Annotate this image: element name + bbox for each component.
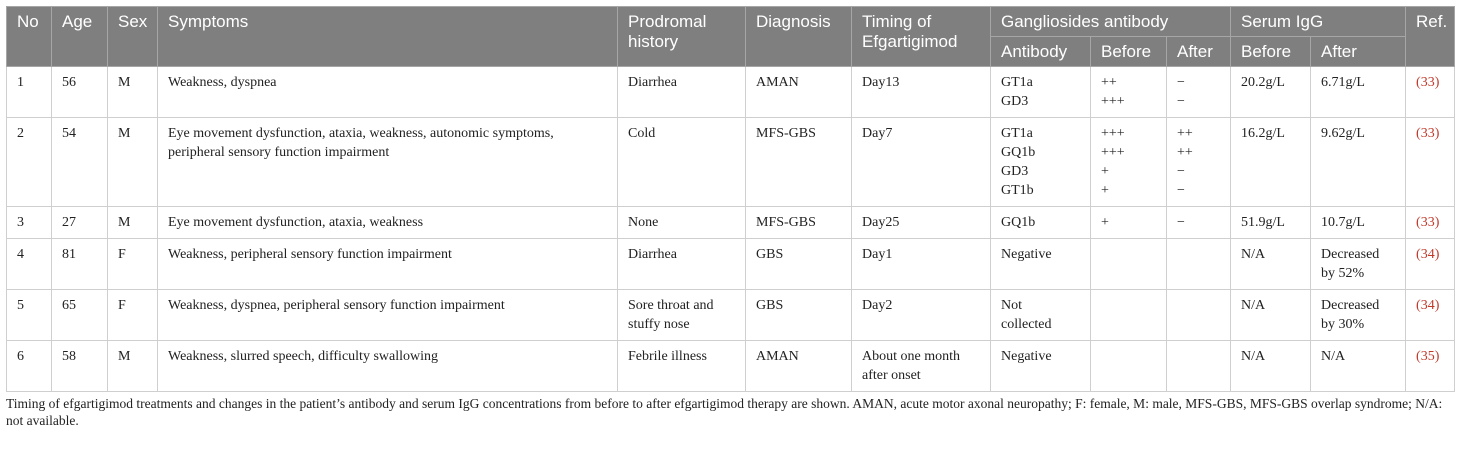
reference-paren: ) [1434,298,1440,313]
cell-sex: F [108,239,158,290]
cell-no: 1 [7,67,52,118]
cell-antibody [991,341,1091,392]
table-container [6,6,1454,429]
cell-prodromal [618,290,746,341]
cell-no: 5 [7,290,52,341]
cell-diagnosis: AMAN [746,341,852,392]
cell-after [1167,207,1231,239]
cell-symptoms [158,341,618,392]
cell-line: GD3 [1001,164,1029,179]
cell-line: +++ [1101,94,1125,109]
cell-before [1091,207,1167,239]
reference-paren: ) [1434,126,1440,141]
cell-ref [1406,67,1455,118]
cell-line: Weakness, dyspnea, peripheral sensory function impairment [168,298,505,313]
cell-serum-before [1231,67,1311,118]
cell-line: GT1b [1001,183,1034,198]
cell-serum-after [1311,67,1406,118]
cell-line: Decreased [1321,247,1380,262]
cell-prodromal [618,67,746,118]
header-timing-line1: Timing of [862,12,932,31]
cell-sex: M [108,341,158,392]
cell-line: Not [1001,298,1022,313]
cell-after [1167,341,1231,392]
cell-line: ++ [1177,126,1193,141]
cell-line: N/A [1321,349,1346,364]
cell-after [1167,239,1231,290]
cell-line: ++ [1177,145,1193,160]
cell-line: 51.9g/L [1241,215,1285,230]
cell-line: 16.2g/L [1241,126,1285,141]
cell-before [1091,67,1167,118]
reference-paren: ( [1416,215,1421,230]
cell-line: Febrile illness [628,349,707,364]
header-symptoms: Symptoms [158,7,618,67]
cell-before [1091,239,1167,290]
cell-line: Negative [1001,349,1052,364]
table-row [7,239,1455,290]
cell-ref [1406,290,1455,341]
header-prodromal-line2: history [628,32,679,51]
cell-line: − [1177,215,1185,230]
header-gangliosides: Gangliosides antibody [991,7,1231,37]
cell-line: Day2 [862,298,893,313]
reference-link[interactable]: 33 [1420,126,1435,141]
header-ref: Ref. [1406,7,1455,67]
cell-diagnosis: GBS [746,239,852,290]
cell-line: GD3 [1001,94,1029,109]
reference-paren: ) [1434,247,1440,262]
cell-line: About one month [862,349,960,364]
cell-line: +++ [1101,145,1125,160]
cell-symptoms [158,118,618,207]
header-antibody: Antibody [991,37,1091,67]
cell-age: 58 [52,341,108,392]
cell-before [1091,341,1167,392]
reference-link[interactable]: 34 [1420,247,1435,262]
cell-line: None [628,215,659,230]
cell-line: Cold [628,126,656,141]
reference-paren: ( [1416,75,1421,90]
cell-line: Day7 [862,126,893,141]
cell-line: + [1101,215,1109,230]
cell-line: peripheral sensory function impairment [168,145,390,160]
cell-age: 27 [52,207,108,239]
cell-serum-before [1231,118,1311,207]
cell-line: by 52% [1321,266,1365,281]
cell-timing [852,67,991,118]
cell-ref [1406,239,1455,290]
table-row [7,118,1455,207]
cell-after [1167,290,1231,341]
cell-prodromal [618,118,746,207]
cell-line: 6.71g/L [1321,75,1365,90]
cell-age: 65 [52,290,108,341]
header-serum-igg: Serum IgG [1231,7,1406,37]
cell-timing [852,239,991,290]
cell-line: Diarrhea [628,75,677,90]
reference-paren: ( [1416,247,1421,262]
cell-serum-after [1311,341,1406,392]
cell-line: Day25 [862,215,900,230]
cell-age: 81 [52,239,108,290]
cell-ref [1406,118,1455,207]
caption-line2: not available. [6,413,79,428]
cell-line: Weakness, dyspnea [168,75,277,90]
cell-age: 56 [52,67,108,118]
cell-sex: M [108,118,158,207]
header-timing [852,7,991,67]
cell-ref [1406,341,1455,392]
cell-line: Negative [1001,247,1052,262]
cell-serum-before [1231,290,1311,341]
cell-line: 9.62g/L [1321,126,1365,141]
header-serum-before: Before [1231,37,1311,67]
header-after: After [1167,37,1231,67]
cell-prodromal [618,239,746,290]
table-row [7,341,1455,392]
cell-line: Diarrhea [628,247,677,262]
reference-link[interactable]: 33 [1420,215,1435,230]
cell-line: after onset [862,368,921,383]
header-prodromal-line1: Prodromal [628,12,707,31]
cell-line: GQ1b [1001,215,1036,230]
cell-line: N/A [1241,298,1266,313]
cell-line: − [1177,75,1185,90]
cell-line: − [1177,94,1185,109]
cell-prodromal [618,207,746,239]
cell-serum-after [1311,239,1406,290]
reference-link[interactable]: 34 [1420,298,1435,313]
cell-prodromal [618,341,746,392]
cell-line: N/A [1241,247,1266,262]
cell-antibody [991,207,1091,239]
cell-line: Eye movement dysfunction, ataxia, weakness, autonomic symptoms, [168,126,554,141]
header-timing-line2: Efgartigimod [862,32,958,51]
cell-antibody [991,239,1091,290]
reference-paren: ) [1434,349,1440,364]
cell-serum-after [1311,207,1406,239]
cell-timing [852,207,991,239]
reference-paren: ) [1434,215,1440,230]
cell-after [1167,67,1231,118]
header-diagnosis: Diagnosis [746,7,852,67]
table-row [7,207,1455,239]
cell-line: − [1177,183,1185,198]
cell-serum-before [1231,207,1311,239]
header-no: No [7,7,52,67]
cell-line: 10.7g/L [1321,215,1365,230]
cell-line: − [1177,164,1185,179]
cell-no: 6 [7,341,52,392]
reference-link[interactable]: 35 [1420,349,1435,364]
cell-serum-before [1231,341,1311,392]
cell-serum-after [1311,118,1406,207]
cell-after [1167,118,1231,207]
cell-line: Weakness, slurred speech, difficulty swallowing [168,349,438,364]
cell-symptoms [158,207,618,239]
cell-ref [1406,207,1455,239]
cell-line: Weakness, peripheral sensory function impairment [168,247,452,262]
cell-before [1091,290,1167,341]
cell-no: 4 [7,239,52,290]
reference-paren: ( [1416,298,1421,313]
cell-sex: M [108,207,158,239]
cell-no: 3 [7,207,52,239]
reference-paren: ( [1416,126,1421,141]
cell-before [1091,118,1167,207]
cell-line: + [1101,183,1109,198]
header-serum-after: After [1311,37,1406,67]
header-age: Age [52,7,108,67]
cell-antibody [991,290,1091,341]
cell-antibody [991,118,1091,207]
cell-serum-after [1311,290,1406,341]
cell-diagnosis: AMAN [746,67,852,118]
cell-line: Day13 [862,75,900,90]
cell-symptoms [158,67,618,118]
cell-line: GT1a [1001,126,1033,141]
cell-line: Sore throat and [628,298,714,313]
cell-line: Eye movement dysfunction, ataxia, weakness [168,215,424,230]
cell-line: + [1101,164,1109,179]
cell-line: Decreased [1321,298,1380,313]
header-sex: Sex [108,7,158,67]
cell-line: +++ [1101,126,1125,141]
cell-line: GT1a [1001,75,1033,90]
cell-line: by 30% [1321,317,1365,332]
cell-diagnosis: GBS [746,290,852,341]
cell-line: 20.2g/L [1241,75,1285,90]
cell-diagnosis: MFS-GBS [746,207,852,239]
reference-link[interactable]: 33 [1420,75,1435,90]
cell-line: Day1 [862,247,893,262]
reference-paren: ( [1416,349,1421,364]
header-before: Before [1091,37,1167,67]
reference-paren: ) [1434,75,1440,90]
cell-diagnosis: MFS-GBS [746,118,852,207]
cell-serum-before [1231,239,1311,290]
cell-line: stuffy nose [628,317,690,332]
cell-line: collected [1001,317,1052,332]
table-caption [6,395,1454,429]
cell-line: GQ1b [1001,145,1036,160]
cell-sex: F [108,290,158,341]
header-prodromal [618,7,746,67]
table-header [7,7,1455,67]
table-body [7,67,1455,392]
cell-sex: M [108,67,158,118]
cell-symptoms [158,239,618,290]
caption-line1: Timing of efgartigimod treatments and changes in the patient’s antibody and serum IgG concentrations from before to after efgartigimod therapy are shown. AMAN, acute motor axonal neuropathy; F: female, M: male, MFS-GBS, MFS-GBS overlap syndrome; N/A: [6,396,1443,411]
cell-antibody [991,67,1091,118]
table-row [7,67,1455,118]
table-row [7,290,1455,341]
cell-age: 54 [52,118,108,207]
patient-table [6,6,1455,392]
cell-line: ++ [1101,75,1117,90]
cell-no: 2 [7,118,52,207]
cell-timing [852,118,991,207]
cell-timing [852,290,991,341]
cell-timing [852,341,991,392]
cell-line: N/A [1241,349,1266,364]
cell-symptoms [158,290,618,341]
